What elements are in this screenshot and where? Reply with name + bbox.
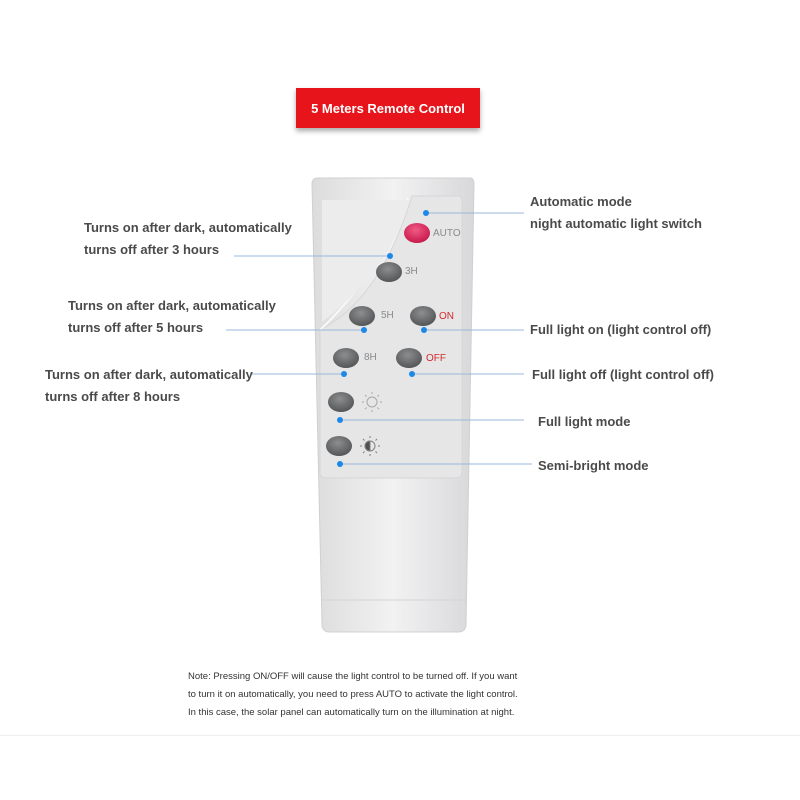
- semi-bright-button[interactable]: [326, 436, 352, 456]
- 8h-button[interactable]: [333, 348, 359, 368]
- 5h-callout-line2: turns off after 5 hours: [68, 320, 204, 335]
- 5h-callout: [68, 295, 276, 339]
- auto-callout: [530, 191, 702, 235]
- 8h-callout: [45, 364, 253, 408]
- full-light-callout: Full light mode: [538, 414, 631, 429]
- title-text: 5 Meters Remote Control: [311, 100, 465, 116]
- 3h-callout: [84, 217, 292, 261]
- semi-bright-callout: Semi-bright mode: [538, 458, 649, 473]
- note-line1: Note: Pressing ON/OFF will cause the light control to be turned off. If you want: [188, 671, 518, 682]
- on-button[interactable]: [410, 306, 436, 326]
- 8h-button-label: 8H: [364, 352, 377, 363]
- on-callout: Full light on (light control off): [530, 322, 712, 337]
- off-button[interactable]: [396, 348, 422, 368]
- 8h-callout-line1: Turns on after dark, automatically: [45, 367, 253, 382]
- note-line3: In this case, the solar panel can automatically turn on the illumination at night.: [188, 707, 515, 718]
- auto-callout-line2: night automatic light switch: [530, 216, 702, 231]
- 5h-button-label: 5H: [381, 310, 394, 321]
- 5h-callout-line1: Turns on after dark, automatically: [68, 298, 276, 313]
- auto-button[interactable]: [404, 223, 430, 243]
- 3h-button[interactable]: [376, 262, 402, 282]
- 3h-button-label: 3H: [405, 266, 418, 277]
- 5h-button[interactable]: [349, 306, 375, 326]
- 3h-callout-line1: Turns on after dark, automatically: [84, 220, 292, 235]
- 3h-callout-line2: turns off after 3 hours: [84, 242, 220, 257]
- auto-callout-line1: Automatic mode: [530, 194, 632, 209]
- note-line2: to turn it on automatically, you need to press AUTO to activate the light control.: [188, 689, 518, 700]
- 8h-callout-line2: turns off after 8 hours: [45, 389, 181, 404]
- auto-button-label: AUTO: [433, 228, 461, 239]
- off-callout: Full light off (light control off): [532, 367, 714, 382]
- on-button-label: ON: [439, 311, 454, 322]
- note: [188, 668, 608, 722]
- off-button-label: OFF: [426, 353, 446, 364]
- divider: [0, 735, 800, 736]
- full-light-button[interactable]: [328, 392, 354, 412]
